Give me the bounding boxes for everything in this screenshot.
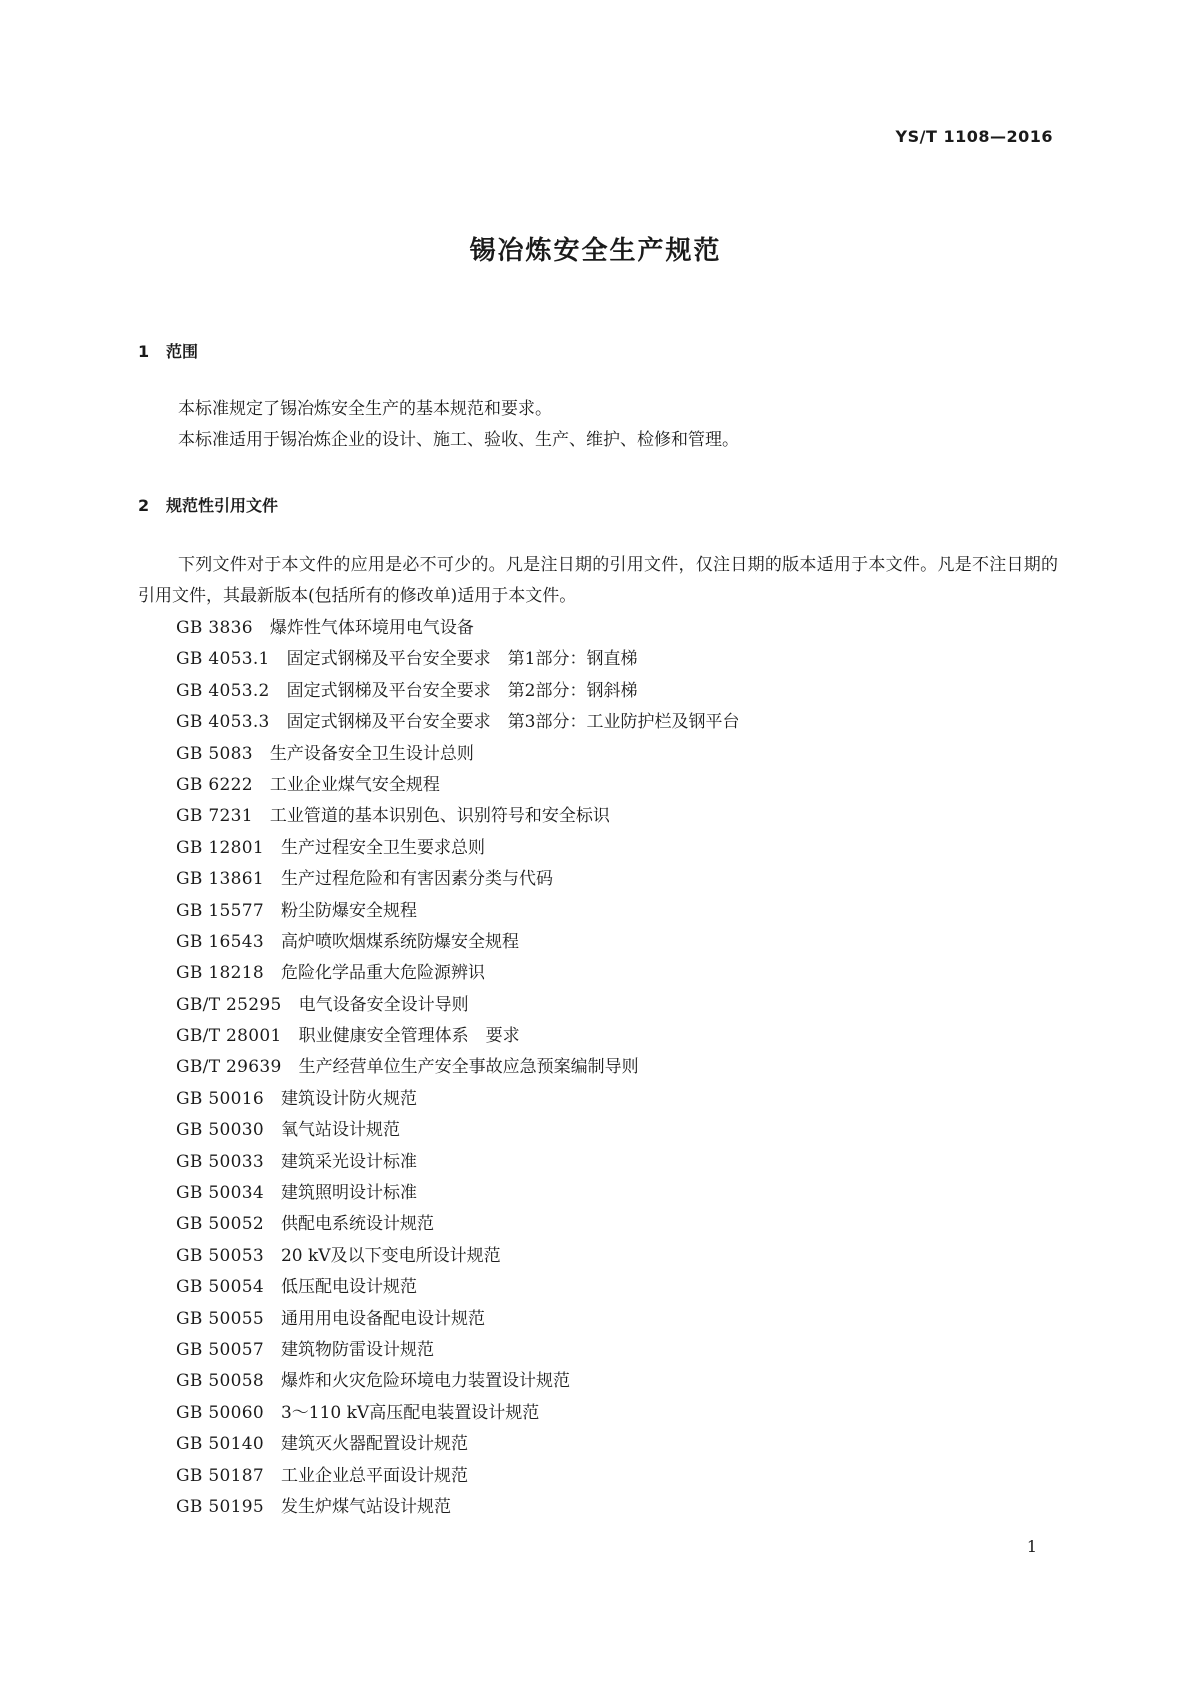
reference-title: 通用用电设备配电设计规范 (280, 1308, 485, 1329)
reference-item (176, 1052, 740, 1083)
reference-title: 危险化学品重大危险源辨识 (280, 963, 485, 984)
reference-title: 工业管道的基本识别色、识别符号和安全标识 (269, 806, 610, 827)
reference-title: 生产过程危险和有害因素分类与代码 (280, 869, 553, 890)
reference-title: 固定式钢梯及平台安全要求 第1部分：钢直梯 (286, 649, 638, 670)
reference-title: 3～110 kV高压配电装置设计规范 (280, 1402, 540, 1423)
reference-code: GB 50034 (176, 1183, 264, 1204)
scope-paragraph-2: 本标准适用于锡冶炼企业的设计、施工、验收、生产、维护、检修和管理。 (178, 430, 739, 450)
section-2-title: 规范性引用文件 (166, 496, 279, 515)
scope-paragraph-1: 本标准规定了锡冶炼安全生产的基本规范和要求。 (178, 399, 552, 419)
reference-item (176, 707, 740, 738)
reference-code: GB 7231 (176, 806, 253, 827)
document-title: 锡冶炼安全生产规范 (469, 236, 722, 266)
reference-item (176, 1492, 740, 1523)
reference-item (176, 1366, 740, 1397)
standard-code: YS/T 1108—2016 (895, 127, 1053, 146)
reference-code: GB 4053.1 (176, 649, 270, 670)
reference-title: 工业企业总平面设计规范 (280, 1465, 468, 1486)
reference-code: GB 50053 (176, 1245, 264, 1266)
reference-item (176, 801, 740, 832)
reference-title: 供配电系统设计规范 (280, 1214, 434, 1235)
reference-item (176, 1115, 740, 1146)
reference-title: 生产经营单位生产安全事故应急预案编制导则 (298, 1057, 639, 1078)
reference-code: GB 16543 (176, 931, 264, 952)
reference-code: GB 18218 (176, 963, 264, 984)
reference-title: 工业企业煤气安全规程 (269, 774, 440, 795)
reference-code: GB 15577 (176, 900, 264, 921)
reference-title: 建筑采光设计标准 (280, 1151, 417, 1172)
reference-code: GB 50057 (176, 1339, 264, 1360)
reference-item (176, 1335, 740, 1366)
reference-title: 20 kV及以下变电所设计规范 (280, 1245, 501, 1266)
section-1-heading (138, 339, 198, 362)
reference-code: GB 50140 (176, 1434, 264, 1455)
reference-item (176, 927, 740, 958)
reference-item (176, 1209, 740, 1240)
reference-code: GB 50030 (176, 1120, 264, 1141)
reference-code: GB 50016 (176, 1088, 264, 1109)
reference-code: GB 6222 (176, 774, 253, 795)
reference-item (176, 990, 740, 1021)
reference-title: 固定式钢梯及平台安全要求 第3部分：工业防护栏及钢平台 (286, 712, 740, 733)
reference-title: 氧气站设计规范 (280, 1120, 400, 1141)
reference-code: GB 50187 (176, 1465, 264, 1486)
reference-code: GB 4053.2 (176, 680, 270, 701)
reference-code: GB 12801 (176, 837, 264, 858)
reference-title: 建筑物防雷设计规范 (280, 1339, 434, 1360)
reference-code: GB 50195 (176, 1496, 264, 1517)
reference-code: GB 50060 (176, 1402, 264, 1423)
section-1-number: 1 (138, 342, 150, 361)
section-2-heading (138, 493, 278, 516)
reference-item (176, 1241, 740, 1272)
section-1-body (138, 394, 1058, 456)
reference-code: GB 50058 (176, 1371, 264, 1392)
reference-title: 爆炸和火灾危险环境电力装置设计规范 (280, 1371, 570, 1392)
reference-item (176, 958, 740, 989)
reference-title: 高炉喷吹烟煤系统防爆安全规程 (280, 931, 519, 952)
reference-item (176, 833, 740, 864)
reference-code: GB 50033 (176, 1151, 264, 1172)
reference-item (176, 1304, 740, 1335)
reference-title: 粉尘防爆安全规程 (280, 900, 417, 921)
reference-title: 生产过程安全卫生要求总则 (280, 837, 485, 858)
reference-list (176, 613, 740, 1523)
reference-title: 建筑照明设计标准 (280, 1183, 417, 1204)
reference-code: GB 50054 (176, 1277, 264, 1298)
reference-item (176, 896, 740, 927)
reference-code: GB 13861 (176, 869, 264, 890)
reference-title: 生产设备安全卫生设计总则 (269, 743, 474, 764)
reference-code: GB/T 29639 (176, 1057, 282, 1078)
reference-title: 电气设备安全设计导则 (298, 994, 469, 1015)
reference-item (176, 1084, 740, 1115)
reference-title: 发生炉煤气站设计规范 (280, 1496, 451, 1517)
reference-item (176, 1178, 740, 1209)
reference-item (176, 1429, 740, 1460)
reference-item (176, 676, 740, 707)
reference-title: 固定式钢梯及平台安全要求 第2部分：钢斜梯 (286, 680, 638, 701)
reference-item (176, 613, 740, 644)
reference-code: GB 4053.3 (176, 712, 270, 733)
reference-code: GB 50055 (176, 1308, 264, 1329)
references-intro: 下列文件对于本文件的应用是必不可少的。凡是注日期的引用文件，仅注日期的版本适用于本文件。凡是不注日期的引用文件，其最新版本(包括所有的修改单)适用于本文件。 (138, 555, 1058, 606)
page-number: 1 (1026, 1537, 1037, 1556)
reference-code: GB/T 25295 (176, 994, 282, 1015)
reference-item (176, 770, 740, 801)
reference-title: 爆炸性气体环境用电气设备 (269, 618, 474, 638)
reference-item (176, 739, 740, 770)
reference-item (176, 864, 740, 895)
reference-item (176, 1398, 740, 1429)
reference-code: GB 50052 (176, 1214, 264, 1235)
reference-code: GB 5083 (176, 743, 253, 764)
reference-item (176, 1147, 740, 1178)
reference-item (176, 644, 740, 675)
reference-title: 建筑设计防火规范 (280, 1088, 417, 1109)
section-1-title: 范围 (166, 342, 199, 361)
reference-item (176, 1461, 740, 1492)
reference-item (176, 1272, 740, 1303)
reference-code: GB/T 28001 (176, 1026, 282, 1047)
reference-item (176, 1021, 740, 1052)
reference-title: 低压配电设计规范 (280, 1277, 417, 1298)
reference-code: GB 3836 (176, 618, 253, 638)
reference-title: 职业健康安全管理体系 要求 (298, 1026, 520, 1047)
section-2-number: 2 (138, 496, 150, 515)
reference-title: 建筑灭火器配置设计规范 (280, 1434, 468, 1455)
